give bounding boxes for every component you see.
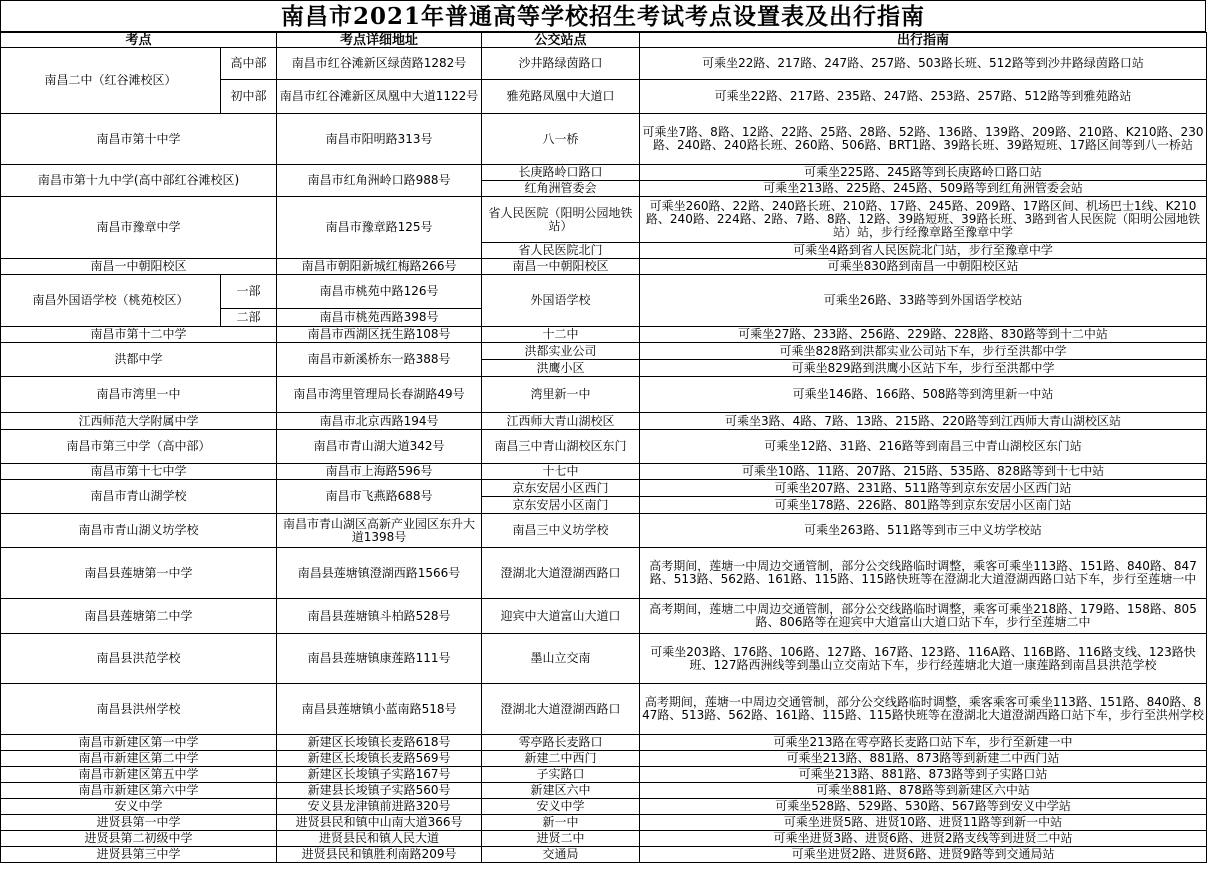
- header-site: 考点: [1, 33, 277, 48]
- address-cell: 新建区长埈镇子实路167号: [277, 767, 482, 783]
- address-cell: 进贤县民和镇中山南大道366号: [277, 815, 482, 831]
- table-row: [1, 430, 1207, 464]
- site-cell: 南昌市豫章中学: [1, 197, 277, 259]
- stop-cell: 京东安居小区南门: [482, 497, 640, 514]
- guide-cell: 高考期间，莲塘一中周边交通管制，部分公交线路临时调整，乘客可乘坐113路、151路、840路、847路、513路、562路、161路、115路、115路快班等在澄湖北大道澄湖西路口站下车，步行至莲塘一中: [640, 548, 1207, 599]
- site-cell: 南昌县洪州学校: [1, 684, 277, 735]
- stop-cell: 八一桥: [482, 114, 640, 165]
- stop-cell: 澄湖北大道澄湖西路口: [482, 548, 640, 599]
- address-cell: 南昌市青山湖大道342号: [277, 430, 482, 464]
- guide-cell: 高考期间，莲塘一中周边交通管制，部分公交线路临时调整，乘客乘客可乘坐113路、151路、840路、847路、513路、562路、161路、115路、115路快班等在澄湖北大道澄湖西路口站下车，步行至洪州学校: [640, 684, 1207, 735]
- stop-cell: 南昌一中朝阳校区: [482, 259, 640, 275]
- site-cell: 南昌市第三中学（高中部）: [1, 430, 277, 464]
- guide-cell: 可乘坐830路到南昌一中朝阳校区站: [640, 259, 1207, 275]
- guide-cell: 可乘坐146路、166路、508路等到湾里新一中站: [640, 377, 1207, 413]
- site-cell: 南昌县莲塘第一中学: [1, 548, 277, 599]
- table-row: [1, 377, 1207, 413]
- guide-cell: 可乘坐213路、225路、245路、509路等到红角洲管委会站: [640, 181, 1207, 197]
- address-cell: 南昌市阳明路313号: [277, 114, 482, 165]
- address-cell: 南昌市上海路596号: [277, 464, 482, 480]
- table-row: [1, 165, 1207, 181]
- table-row: [1, 114, 1207, 165]
- stop-cell: 京东安居小区西门: [482, 480, 640, 497]
- table-row: [1, 799, 1207, 815]
- table-row: [1, 548, 1207, 599]
- table-row: [1, 815, 1207, 831]
- stop-cell: 雅苑路凤凰中大道口: [482, 80, 640, 114]
- stop-cell: 南昌三中义坊学校: [482, 514, 640, 548]
- guide-cell: 可乘坐26路、33路等到外国语学校站: [640, 275, 1207, 327]
- address-cell: 南昌市西湖区抚生路108号: [277, 327, 482, 343]
- guide-cell: 可乘坐828路到洪都实业公司站下车，步行至洪都中学: [640, 343, 1207, 360]
- stop-cell: 省人民医院（阳明公园地铁站）: [482, 197, 640, 243]
- guide-cell: 可乘坐22路、217路、235路、247路、253路、257路、512路等到雅苑路站: [640, 80, 1207, 114]
- site-cell: 南昌市新建区第二中学: [1, 751, 277, 767]
- exam-site-table: [0, 32, 1207, 863]
- stop-cell: 新建二中西门: [482, 751, 640, 767]
- stop-cell: 省人民医院北门: [482, 243, 640, 259]
- address-cell: 南昌市桃苑中路126号: [277, 275, 482, 309]
- stop-cell: 安义中学: [482, 799, 640, 815]
- table-row: [1, 259, 1207, 275]
- table-row: [1, 48, 1207, 80]
- site-cell: 洪都中学: [1, 343, 277, 377]
- address-cell: 南昌市新溪桥东一路388号: [277, 343, 482, 377]
- guide-cell: 可乘坐进贤2路、进贤6路、进贤9路等到交通局站: [640, 847, 1207, 863]
- address-cell: 南昌市红谷滩新区凤凰中大道1122号: [277, 80, 482, 114]
- sub-cell: 初中部: [221, 80, 277, 114]
- guide-cell: 可乘坐263路、511路等到市三中义坊学校站: [640, 514, 1207, 548]
- guide-cell: 可乘坐528路、529路、530路、567路等到安义中学站: [640, 799, 1207, 815]
- address-cell: 南昌市豫章路125号: [277, 197, 482, 259]
- stop-cell: 进贤二中: [482, 831, 640, 847]
- guide-cell: 可乘坐213路在雩亭路长麦路口站下车，步行至新建一中: [640, 735, 1207, 751]
- guide-cell: 可乘坐203路、176路、106路、127路、167路、123路、116A路、116B路、116路支线、123路快班、127路西洲线等到墨山立交南站下车，步行经莲塘北大道一康莲路到南昌县洪范学校: [640, 634, 1207, 684]
- table-row: [1, 480, 1207, 497]
- site-cell: 南昌一中朝阳校区: [1, 259, 277, 275]
- guide-cell: 可乘坐7路、8路、12路、22路、25路、28路、52路、136路、139路、209路、210路、K210路、230路、240路、240路长班、260路、506路、BRT1路、39路长班、39路短班、17路区间等到八一桥站: [640, 114, 1207, 165]
- stop-cell: 南昌三中青山湖校区东门: [482, 430, 640, 464]
- stop-cell: 洪鹰小区: [482, 360, 640, 377]
- site-cell: 南昌市新建区第六中学: [1, 783, 277, 799]
- table-row: [1, 514, 1207, 548]
- table-row: [1, 735, 1207, 751]
- table-row: [1, 751, 1207, 767]
- guide-cell: 可乘坐27路、233路、256路、229路、228路、830路等到十二中站: [640, 327, 1207, 343]
- address-cell: 南昌县莲塘镇澄湖西路1566号: [277, 548, 482, 599]
- guide-cell: 可乘坐881路、878路等到新建区六中站: [640, 783, 1207, 799]
- stop-cell: 澄湖北大道澄湖西路口: [482, 684, 640, 735]
- header-stop: 公交站点: [482, 33, 640, 48]
- site-cell: 南昌市青山湖学校: [1, 480, 277, 514]
- site-cell: 安义中学: [1, 799, 277, 815]
- table-row: [1, 599, 1207, 634]
- table-row: [1, 831, 1207, 847]
- address-cell: 新建区长埈镇长麦路618号: [277, 735, 482, 751]
- guide-cell: 可乘坐207路、231路、511路等到京东安居小区西门站: [640, 480, 1207, 497]
- stop-cell: 湾里新一中: [482, 377, 640, 413]
- guide-cell: 可乘坐225路、245路等到长庚路岭口路口站: [640, 165, 1207, 181]
- guide-cell: 可乘坐178路、226路、801路等到京东安居小区南门站: [640, 497, 1207, 514]
- table-row: [1, 464, 1207, 480]
- guide-cell: 高考期间，莲塘二中周边交通管制，部分公交线路临时调整，乘客可乘坐218路、179路、158路、805路、806路等在迎宾中大道富山大道口站下车，步行至莲塘二中: [640, 599, 1207, 634]
- site-cell: 进贤县第三中学: [1, 847, 277, 863]
- site-cell: 南昌市新建区第五中学: [1, 767, 277, 783]
- site-cell: 南昌市新建区第一中学: [1, 735, 277, 751]
- address-cell: 进贤县民和镇胜利南路209号: [277, 847, 482, 863]
- site-cell: 南昌外国语学校（桃苑校区）: [1, 275, 221, 327]
- table-row: [1, 413, 1207, 430]
- table-row: [1, 783, 1207, 799]
- site-cell: 南昌市青山湖义坊学校: [1, 514, 277, 548]
- site-cell: 南昌市第十中学: [1, 114, 277, 165]
- stop-cell: 新建区六中: [482, 783, 640, 799]
- stop-cell: 子实路口: [482, 767, 640, 783]
- address-cell: 南昌市湾里管理局长春湖路49号: [277, 377, 482, 413]
- guide-cell: 可乘坐进贤3路、进贤6路、进贤2路支线等到进贤二中站: [640, 831, 1207, 847]
- address-cell: 南昌市红角洲岭口路988号: [277, 165, 482, 197]
- address-cell: 新建县长埈镇子实路560号: [277, 783, 482, 799]
- site-cell: 南昌市第十二中学: [1, 327, 277, 343]
- site-cell: 南昌县洪范学校: [1, 634, 277, 684]
- address-cell: 南昌市飞燕路688号: [277, 480, 482, 514]
- site-cell: 进贤县第一中学: [1, 815, 277, 831]
- stop-cell: 雩亭路长麦路口: [482, 735, 640, 751]
- table-row: [1, 634, 1207, 684]
- guide-cell: 可乘坐4路到省人民医院北门站，步行至豫章中学: [640, 243, 1207, 259]
- header-guide: 出行指南: [640, 33, 1207, 48]
- guide-cell: 可乘坐213路、881路、873路等到新建二中西门站: [640, 751, 1207, 767]
- address-cell: 南昌市红谷滩新区绿茵路1282号: [277, 48, 482, 80]
- table-row: [1, 847, 1207, 863]
- table-row: [1, 767, 1207, 783]
- stop-cell: 十二中: [482, 327, 640, 343]
- stop-cell: 沙井路绿茵路口: [482, 48, 640, 80]
- address-cell: 南昌市桃苑西路398号: [277, 309, 482, 327]
- table-row: [1, 197, 1207, 243]
- guide-cell: 可乘坐进贤5路、进贤10路、进贤11路等到新一中站: [640, 815, 1207, 831]
- page-title: 南昌市2021年普通高等学校招生考试考点设置表及出行指南: [0, 0, 1206, 32]
- address-cell: 新建区长埈镇长麦路569号: [277, 751, 482, 767]
- guide-cell: 可乘坐22路、217路、247路、257路、503路长班、512路等到沙井路绿茵路口站: [640, 48, 1207, 80]
- stop-cell: 墨山立交南: [482, 634, 640, 684]
- address-cell: 南昌县莲塘镇康莲路111号: [277, 634, 482, 684]
- sub-cell: 一部: [221, 275, 277, 309]
- site-cell: 南昌市第十九中学(高中部红谷滩校区): [1, 165, 277, 197]
- sub-cell: 二部: [221, 309, 277, 327]
- stop-cell: 长庚路岭口路口: [482, 165, 640, 181]
- guide-cell: 可乘坐213路、881路、873路等到子实路口站: [640, 767, 1207, 783]
- address-cell: 南昌市朝阳新城红梅路266号: [277, 259, 482, 275]
- address-cell: 南昌市青山湖区高新产业园区东升大道1398号: [277, 514, 482, 548]
- guide-cell: 可乘坐829路到洪鹰小区站下车，步行至洪都中学: [640, 360, 1207, 377]
- address-cell: 进贤县民和镇人民大道: [277, 831, 482, 847]
- table-row: [1, 684, 1207, 735]
- table-row: [1, 275, 1207, 309]
- stop-cell: 洪都实业公司: [482, 343, 640, 360]
- site-cell: 进贤县第二初级中学: [1, 831, 277, 847]
- site-cell: 江西师范大学附属中学: [1, 413, 277, 430]
- stop-cell: 红角洲管委会: [482, 181, 640, 197]
- sub-cell: 高中部: [221, 48, 277, 80]
- site-cell: 南昌二中（红谷滩校区）: [1, 48, 221, 114]
- stop-cell: 外国语学校: [482, 275, 640, 327]
- table-row: [1, 343, 1207, 360]
- guide-cell: 可乘坐12路、31路、216路等到南昌三中青山湖校区东门站: [640, 430, 1207, 464]
- guide-cell: 可乘坐10路、11路、207路、215路、535路、828路等到十七中站: [640, 464, 1207, 480]
- address-cell: 南昌县莲塘镇小蓝南路518号: [277, 684, 482, 735]
- address-cell: 南昌市北京西路194号: [277, 413, 482, 430]
- address-cell: 南昌县莲塘镇斗柏路528号: [277, 599, 482, 634]
- stop-cell: 迎宾中大道富山大道口: [482, 599, 640, 634]
- address-cell: 安义县龙津镇前进路320号: [277, 799, 482, 815]
- site-cell: 南昌县莲塘第二中学: [1, 599, 277, 634]
- stop-cell: 十七中: [482, 464, 640, 480]
- header-row: [1, 33, 1207, 48]
- stop-cell: 江西师大青山湖校区: [482, 413, 640, 430]
- site-cell: 南昌市第十七中学: [1, 464, 277, 480]
- guide-cell: 可乘坐3路、4路、7路、13路、215路、220路等到江西师大青山湖校区站: [640, 413, 1207, 430]
- header-address: 考点详细地址: [277, 33, 482, 48]
- stop-cell: 新一中: [482, 815, 640, 831]
- guide-cell: 可乘坐260路、22路、240路长班、210路、17路、245路、209路、17路区间、机场巴士1线、K210路、240路、224路、2路、7路、8路、12路、39路短班、39路长班、3路到省人民医院（阳明公园地铁站）站，步行经豫章路至豫章中学: [640, 197, 1207, 243]
- site-cell: 南昌市湾里一中: [1, 377, 277, 413]
- stop-cell: 交通局: [482, 847, 640, 863]
- table-row: [1, 327, 1207, 343]
